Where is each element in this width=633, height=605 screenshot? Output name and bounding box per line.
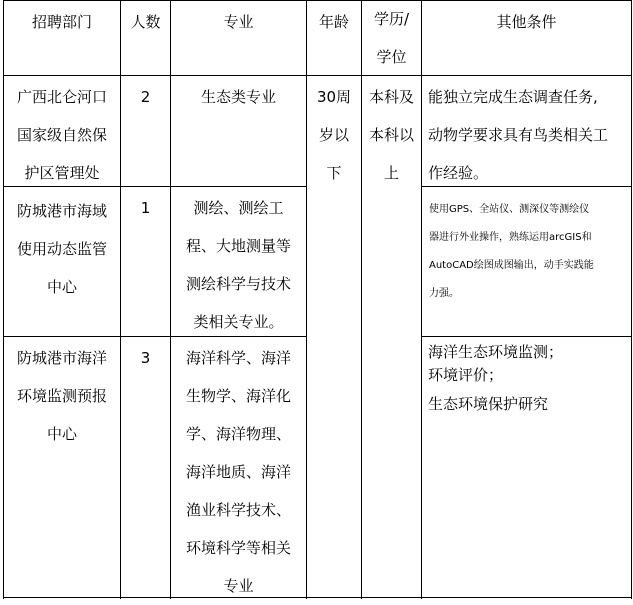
row2-department: 防城港市海域 使用动态监管 中心 — [16, 202, 107, 296]
header-other-conditions: 其他条件 — [496, 13, 557, 31]
row3-headcount: 3 — [140, 349, 151, 367]
row2-headcount: 1 — [140, 199, 151, 217]
header-age: 年龄 — [318, 13, 349, 31]
row1-major: 生态类专业 — [200, 88, 276, 106]
row3-department: 防城港市海洋 环境监测预报 中心 — [16, 349, 107, 443]
grid-line — [3, 597, 632, 598]
row1-headcount: 2 — [140, 88, 151, 106]
row1-other-conditions: 能独立完成生态调查任务, 动物学要求具有鸟类相关工 作经验。 — [428, 88, 609, 182]
row2-major: 测绘、测绘工 程、大地测量等 测绘科学与技术 类相关专业。 — [185, 199, 291, 331]
education-requirement: 本科及 本科以 上 — [368, 88, 414, 182]
row3-major: 海洋科学、海洋 生物学、海洋化 学、海洋物理、 海洋地质、海洋 渔业科学技术、 环境科学等相关 专业 — [185, 349, 291, 595]
header-major: 专业 — [223, 13, 254, 31]
header-headcount: 人数 — [130, 13, 161, 31]
header-education: 学历/ 学位 — [373, 10, 410, 66]
age-requirement: 30周 岁以 下 — [316, 88, 352, 182]
row2-other-conditions: 使用GPS、全站仪、测深仪等测绘仪 器进行外业操作，熟练运用arcGIS和 AutoCAD绘图成图输出，动手实践能 力强。 — [429, 204, 594, 299]
grid-line — [631, 0, 632, 599]
row3-other-conditions: 海洋生态环境监测； 环境评价； 生态环境保护研究 — [428, 343, 564, 413]
row1-department: 广西北仑河口 国家级自然保 护区管理处 — [16, 88, 107, 182]
grid-line — [3, 75, 632, 76]
grid-line — [421, 336, 632, 337]
grid-line — [421, 0, 422, 599]
header-department: 招聘部门 — [31, 13, 92, 31]
grid-line — [3, 0, 632, 1]
